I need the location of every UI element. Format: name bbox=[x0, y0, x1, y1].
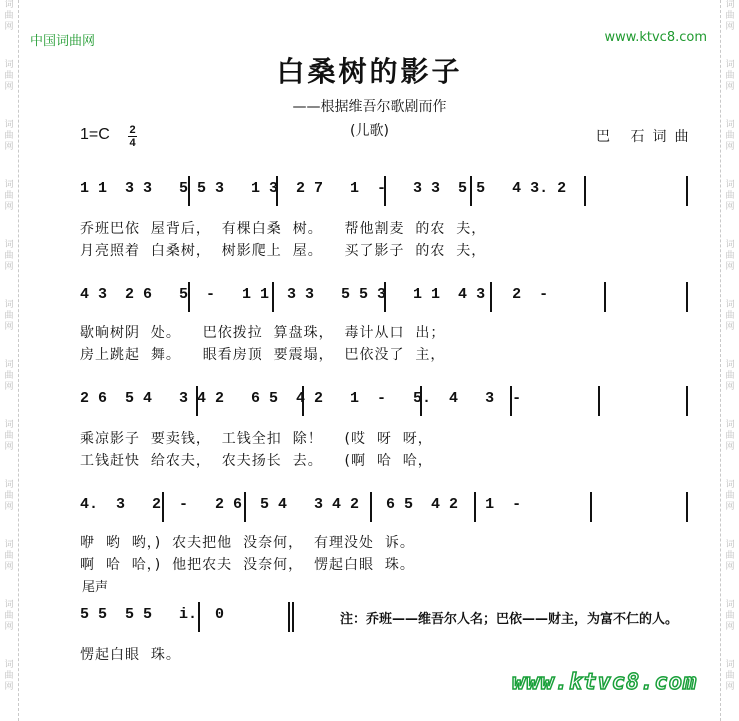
bar-line bbox=[474, 492, 476, 522]
side-watermark-text: 词 曲 网 bbox=[725, 180, 735, 212]
coda-notes: 5 5 5 5 i. 0 bbox=[80, 606, 225, 623]
staff-3-notes: 2 6 5 4 3 4 2 6 5 4 2 1 - 5. 4 3 - bbox=[80, 390, 522, 407]
site-name-left[interactable]: 中国词曲网 bbox=[30, 34, 96, 49]
side-watermark-text: 词 曲 网 bbox=[725, 300, 735, 332]
coda-lyric: 愣起白眼 珠。 bbox=[80, 647, 181, 663]
bar-line bbox=[276, 176, 278, 206]
bar-line bbox=[198, 602, 200, 632]
time-signature-top: 2 bbox=[129, 124, 136, 136]
side-watermark-text: 词 曲 网 bbox=[4, 660, 14, 692]
staff-1-notes: 1 1 3 3 5 5 3 1 3 2 7 1 - 3 3 5 5 4 3. 2 bbox=[80, 180, 567, 197]
bar-line bbox=[590, 492, 592, 522]
bar-line bbox=[244, 492, 246, 522]
side-watermark-text: 词 曲 网 bbox=[4, 300, 14, 332]
bar-line bbox=[686, 282, 688, 312]
side-watermark-text: 词 曲 网 bbox=[725, 660, 735, 692]
staff-4-notes: 4. 3 2 - 2 6 5 4 3 4 2 6 5 4 2 1 - bbox=[80, 496, 522, 513]
side-watermark-text: 词 曲 网 bbox=[725, 600, 735, 632]
bar-line bbox=[292, 602, 294, 632]
song-credit: 巴 石词曲 bbox=[596, 129, 697, 145]
bottom-logo-watermark: www.ktvc8.com bbox=[512, 670, 698, 695]
bar-line bbox=[384, 282, 386, 312]
bar-line bbox=[272, 282, 274, 312]
annotation: 注：乔班——维吾尔人名；巴依——财主，为富不仁的人。 bbox=[340, 612, 679, 627]
staff-1-lyric-1: 乔班巴依 屋背后， 有棵白桑 树。 帮他割麦 的农 夫， bbox=[80, 221, 487, 237]
coda-label: 尾声 bbox=[82, 580, 109, 595]
song-title: 白桑树的影子 bbox=[276, 55, 463, 88]
bar-line bbox=[188, 176, 190, 206]
song-subtitle: ——根据维吾尔歌剧而作 bbox=[292, 99, 447, 115]
side-watermark-text: 词 曲 网 bbox=[725, 420, 735, 452]
staff-1-lyric-2: 月亮照着 白桑树， 树影爬上 屋。 买了影子 的农 夫， bbox=[80, 243, 487, 259]
side-watermark-text: 词 曲 网 bbox=[4, 180, 14, 212]
staff-4-lyric-2: 啊 哈 哈，) 他把农夫 没奈何， 愣起白眼 珠。 bbox=[80, 557, 415, 573]
bar-line bbox=[162, 492, 164, 522]
staff-2-notes: 4 3 2 6 5 - 1 1 3 3 5 5 3 1 1 4 3 2 - bbox=[80, 286, 549, 303]
side-watermark-text: 词 曲 网 bbox=[4, 120, 14, 152]
side-watermark-text: 词 曲 网 bbox=[4, 60, 14, 92]
side-watermark-text: 词 曲 网 bbox=[725, 0, 735, 32]
bar-line bbox=[604, 282, 606, 312]
side-watermark-text: 词 曲 网 bbox=[4, 480, 14, 512]
bar-line bbox=[288, 602, 290, 632]
bar-line bbox=[584, 176, 586, 206]
staff-3-lyric-1: 乘凉影子 要卖钱， 工钱全扣 除！ (哎 呀 呀， bbox=[80, 431, 433, 447]
bar-line bbox=[420, 386, 422, 416]
staff-4-lyric-1: 咿 哟 哟，) 农夫把他 没奈何， 有理没处 诉。 bbox=[80, 535, 415, 551]
bar-line bbox=[686, 386, 688, 416]
side-watermark-text: 词 曲 网 bbox=[4, 540, 14, 572]
bar-line bbox=[384, 176, 386, 206]
side-watermark-text: 词 曲 网 bbox=[4, 0, 14, 32]
side-watermark-text: 词 曲 网 bbox=[725, 240, 735, 272]
bar-line bbox=[510, 386, 512, 416]
side-watermark-text: 词 曲 网 bbox=[4, 600, 14, 632]
staff-2-lyric-2: 房上跳起 舞。 眼看房顶 要震塌， 巴依没了 主， bbox=[80, 347, 446, 363]
side-watermark-text: 词 曲 网 bbox=[725, 60, 735, 92]
bar-line bbox=[302, 386, 304, 416]
staff-2-lyric-1: 歇晌树阴 处。 巴依拨拉 算盘珠， 毒计从口 出； bbox=[80, 325, 446, 341]
bar-line bbox=[188, 282, 190, 312]
side-watermark-text: 词 曲 网 bbox=[4, 240, 14, 272]
side-watermark-text: 词 曲 网 bbox=[4, 360, 14, 392]
staff-3-lyric-2: 工钱赶快 给农夫， 农夫扬长 去。 (啊 哈 哈， bbox=[80, 453, 433, 469]
side-watermark-text: 词 曲 网 bbox=[725, 360, 735, 392]
bar-line bbox=[470, 176, 472, 206]
bar-line bbox=[490, 282, 492, 312]
side-watermark-text: 词 曲 网 bbox=[725, 480, 735, 512]
song-genre: (儿歌) bbox=[350, 123, 389, 139]
bar-line bbox=[686, 176, 688, 206]
bar-line bbox=[598, 386, 600, 416]
time-signature bbox=[128, 124, 137, 149]
key-signature: 1=C bbox=[80, 126, 110, 143]
time-signature-bottom: 4 bbox=[129, 137, 136, 149]
side-watermark-text: 词 曲 网 bbox=[725, 120, 735, 152]
bar-line bbox=[370, 492, 372, 522]
bar-line bbox=[196, 386, 198, 416]
site-url-right[interactable]: www.ktvc8.com bbox=[604, 30, 707, 45]
side-watermark-text: 词 曲 网 bbox=[4, 420, 14, 452]
bar-line bbox=[686, 492, 688, 522]
side-watermark-text: 词 曲 网 bbox=[725, 540, 735, 572]
